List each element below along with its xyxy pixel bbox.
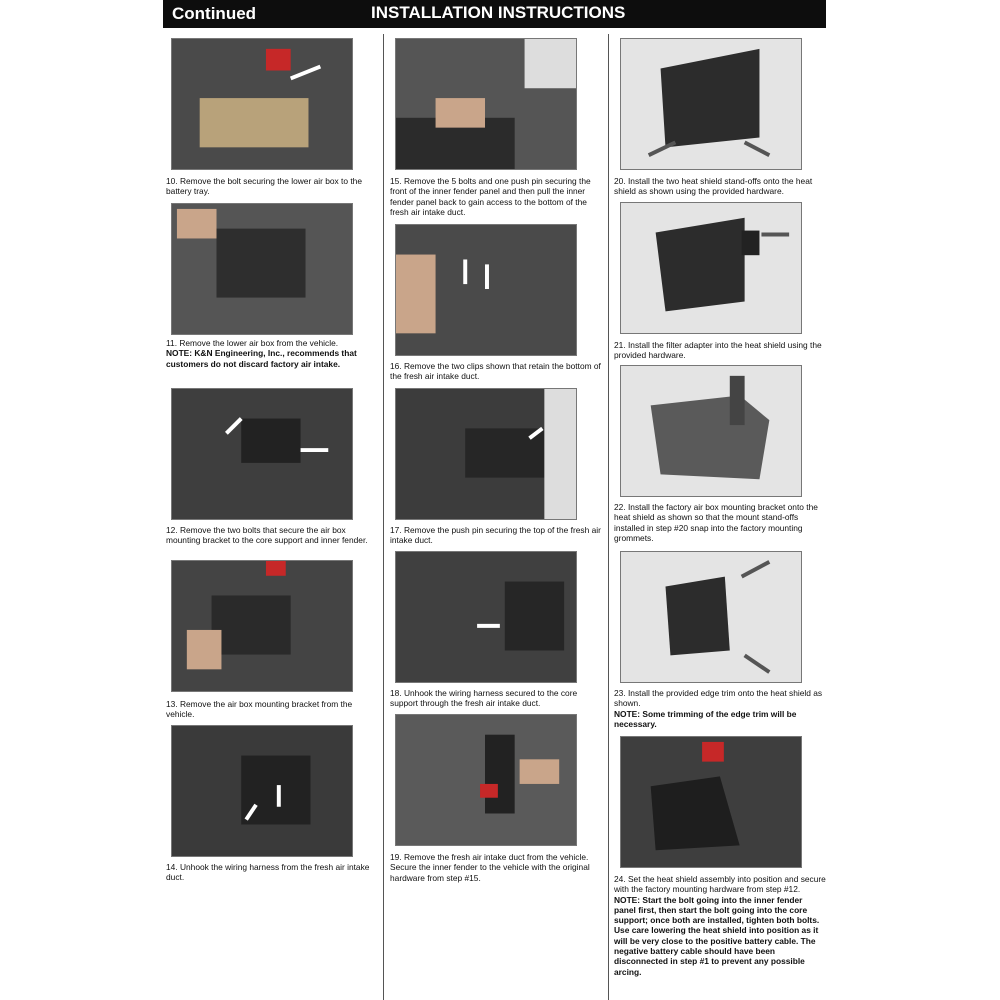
step-20-photo [620,38,802,170]
step-13-caption [166,699,378,720]
step-10-text: 10. Remove the bolt securing the lower air box to the battery tray. [166,176,362,197]
step-19-photo [395,714,577,846]
step-24-text: 24. Set the heat shield assembly into position and secure with the factory mounting hardware from step #12. [614,874,826,895]
step-11-text: 11. Remove the lower air box from the vehicle. [166,338,339,348]
step-12-photo [171,388,353,520]
step-19-caption [390,852,602,883]
step-24-note: NOTE: Start the bolt going into the inner fender panel first, then start the bolt going into the core support; once both are installed, tighten both bolts. Use care lowering the heat shield into position as it will be very close to the positive battery cable. The negative battery cable should have been disconnected in step #1 to prevent any possible arcing. [614,894,820,977]
step-23-caption [614,688,826,729]
step-21-photo [620,202,802,334]
step-16-caption [390,361,602,382]
step-23-note: NOTE: Some trimming of the edge trim will be necessary. [614,708,797,729]
step-15-caption [390,176,602,217]
step-22-text: 22. Install the factory air box mounting bracket onto the heat shield as shown so that the mount stand-offs installed in step #20 snap into the factory mounting grommets. [614,502,818,543]
page-header [163,0,826,28]
step-19-text: 19. Remove the fresh air intake duct from the vehicle. Secure the inner fender to the vehicle with the original hardware from step #15. [390,852,590,883]
step-15-text: 15. Remove the 5 bolts and one push pin securing the front of the inner fender panel and then pull the inner fender panel back to gain access to the bottom of the fresh air intake duct. [390,176,591,217]
column-divider [383,34,384,1000]
header-title: INSTALLATION INSTRUCTIONS [371,3,626,22]
step-14-caption [166,862,378,883]
step-18-photo [395,551,577,683]
step-21-text: 21. Install the filter adapter into the heat shield using the provided hardware. [614,340,822,361]
step-12-text: 12. Remove the two bolts that secure the air box mounting bracket to the core support and inner fender. [166,525,368,546]
step-11-photo [171,203,353,335]
step-18-caption [390,688,602,709]
step-15-photo [395,38,577,170]
step-23-text: 23. Install the provided edge trim onto the heat shield as shown. [614,688,823,709]
step-23-photo [620,551,802,683]
step-20-text: 20. Install the two heat shield stand-offs onto the heat shield as shown using the provided hardware. [614,176,813,197]
step-10-caption [166,176,378,197]
step-16-photo [395,224,577,356]
step-12-caption [166,525,378,546]
step-17-text: 17. Remove the push pin securing the top of the fresh air intake duct. [390,525,601,546]
step-16-text: 16. Remove the two clips shown that retain the bottom of the fresh air intake duct. [390,361,601,382]
step-22-photo [620,365,802,497]
header-continued: Continued [172,4,257,23]
step-17-caption [390,525,602,546]
step-14-text: 14. Unhook the wiring harness from the fresh air intake duct. [166,862,370,883]
column-divider [608,34,609,1000]
step-18-text: 18. Unhook the wiring harness secured to the core support through the fresh air intake duct. [390,688,578,709]
step-13-text: 13. Remove the air box mounting bracket from the vehicle. [166,699,353,720]
step-22-caption [614,502,826,543]
step-11-note: NOTE: K&N Engineering, Inc., recommends that customers do not discard factory air intake. [166,348,357,369]
step-24-caption [614,874,826,977]
step-13-photo [171,560,353,692]
step-21-caption [614,340,826,361]
step-14-photo [171,725,353,857]
step-24-photo [620,736,802,868]
step-20-caption [614,176,826,197]
step-17-photo [395,388,577,520]
step-11-caption [166,338,378,369]
step-10-photo [171,38,353,170]
